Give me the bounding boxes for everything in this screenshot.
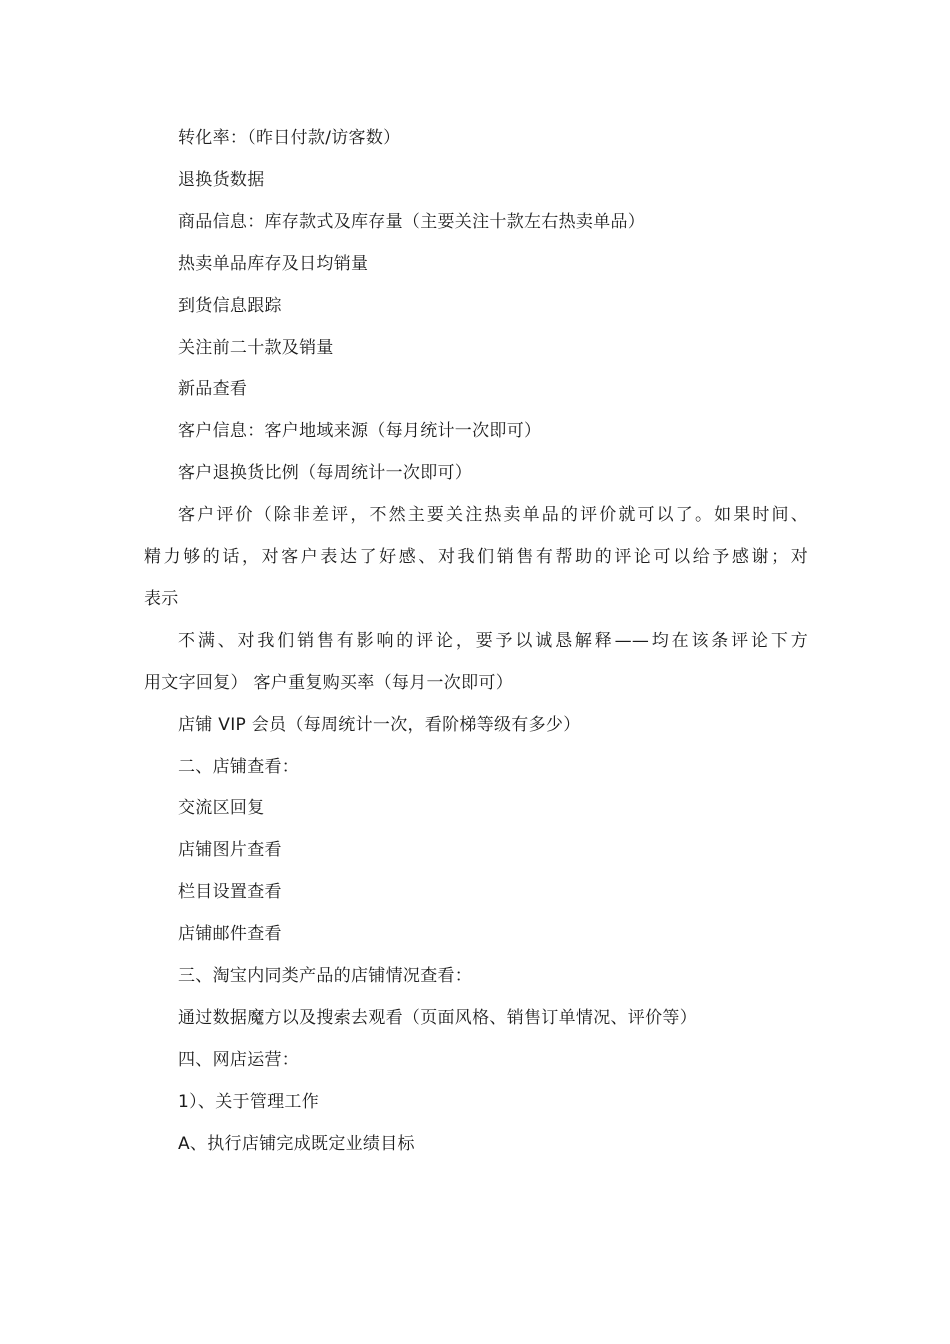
text-line: 通过数据魔方以及搜索去观看（页面风格、销售订单情况、评价等） xyxy=(178,1007,697,1028)
text-line: 转化率：（昨日付款/访客数） xyxy=(178,128,401,148)
text-line: 热卖单品库存及日均销量 xyxy=(178,253,369,274)
section-heading: 二、店铺查看： xyxy=(178,756,300,777)
text-line: 关注前二十款及销量 xyxy=(178,337,334,358)
text-line: 用文字回复） 客户重复购买率（每月一次即可） xyxy=(144,672,514,693)
text-line: 客户信息：客户地域来源（每月统计一次即可） xyxy=(178,421,542,442)
text-line: 新品查看 xyxy=(178,379,248,400)
text-line: 到货信息跟踪 xyxy=(178,295,282,316)
text-line: 店铺 VIP 会员（每周统计一次，看阶梯等级有多少） xyxy=(178,714,581,735)
text-line: 商品信息：库存款式及库存量（主要关注十款左右热卖单品） xyxy=(178,211,646,232)
section-heading: 四、网店运营： xyxy=(178,1049,300,1070)
text-line: 表示 xyxy=(144,588,179,609)
text-line: 客户退换货比例（每周统计一次即可） xyxy=(178,463,473,484)
text-line: 店铺邮件查看 xyxy=(178,924,282,945)
text-line: 不满、对我们销售有影响的评论，要予以诚恳解释——均在该条评论下方 xyxy=(178,630,808,651)
text-line: 交流区回复 xyxy=(178,798,265,819)
body-text xyxy=(144,118,808,1166)
text-line: 退换货数据 xyxy=(178,169,265,190)
text-line: 栏目设置查看 xyxy=(178,882,282,903)
subsection-heading: 1）、关于管理工作 xyxy=(178,1091,320,1112)
text-line: 店铺图片查看 xyxy=(178,840,282,861)
text-line: A、执行店铺完成既定业绩目标 xyxy=(178,1133,415,1154)
text-line: 精力够的话，对客户表达了好感、对我们销售有帮助的评论可以给予感谢；对 xyxy=(144,547,808,568)
section-heading: 三、淘宝内同类产品的店铺情况查看： xyxy=(178,966,473,987)
text-line: 客户评价（除非差评，不然主要关注热卖单品的评价就可以了。如果时间、 xyxy=(178,505,808,526)
